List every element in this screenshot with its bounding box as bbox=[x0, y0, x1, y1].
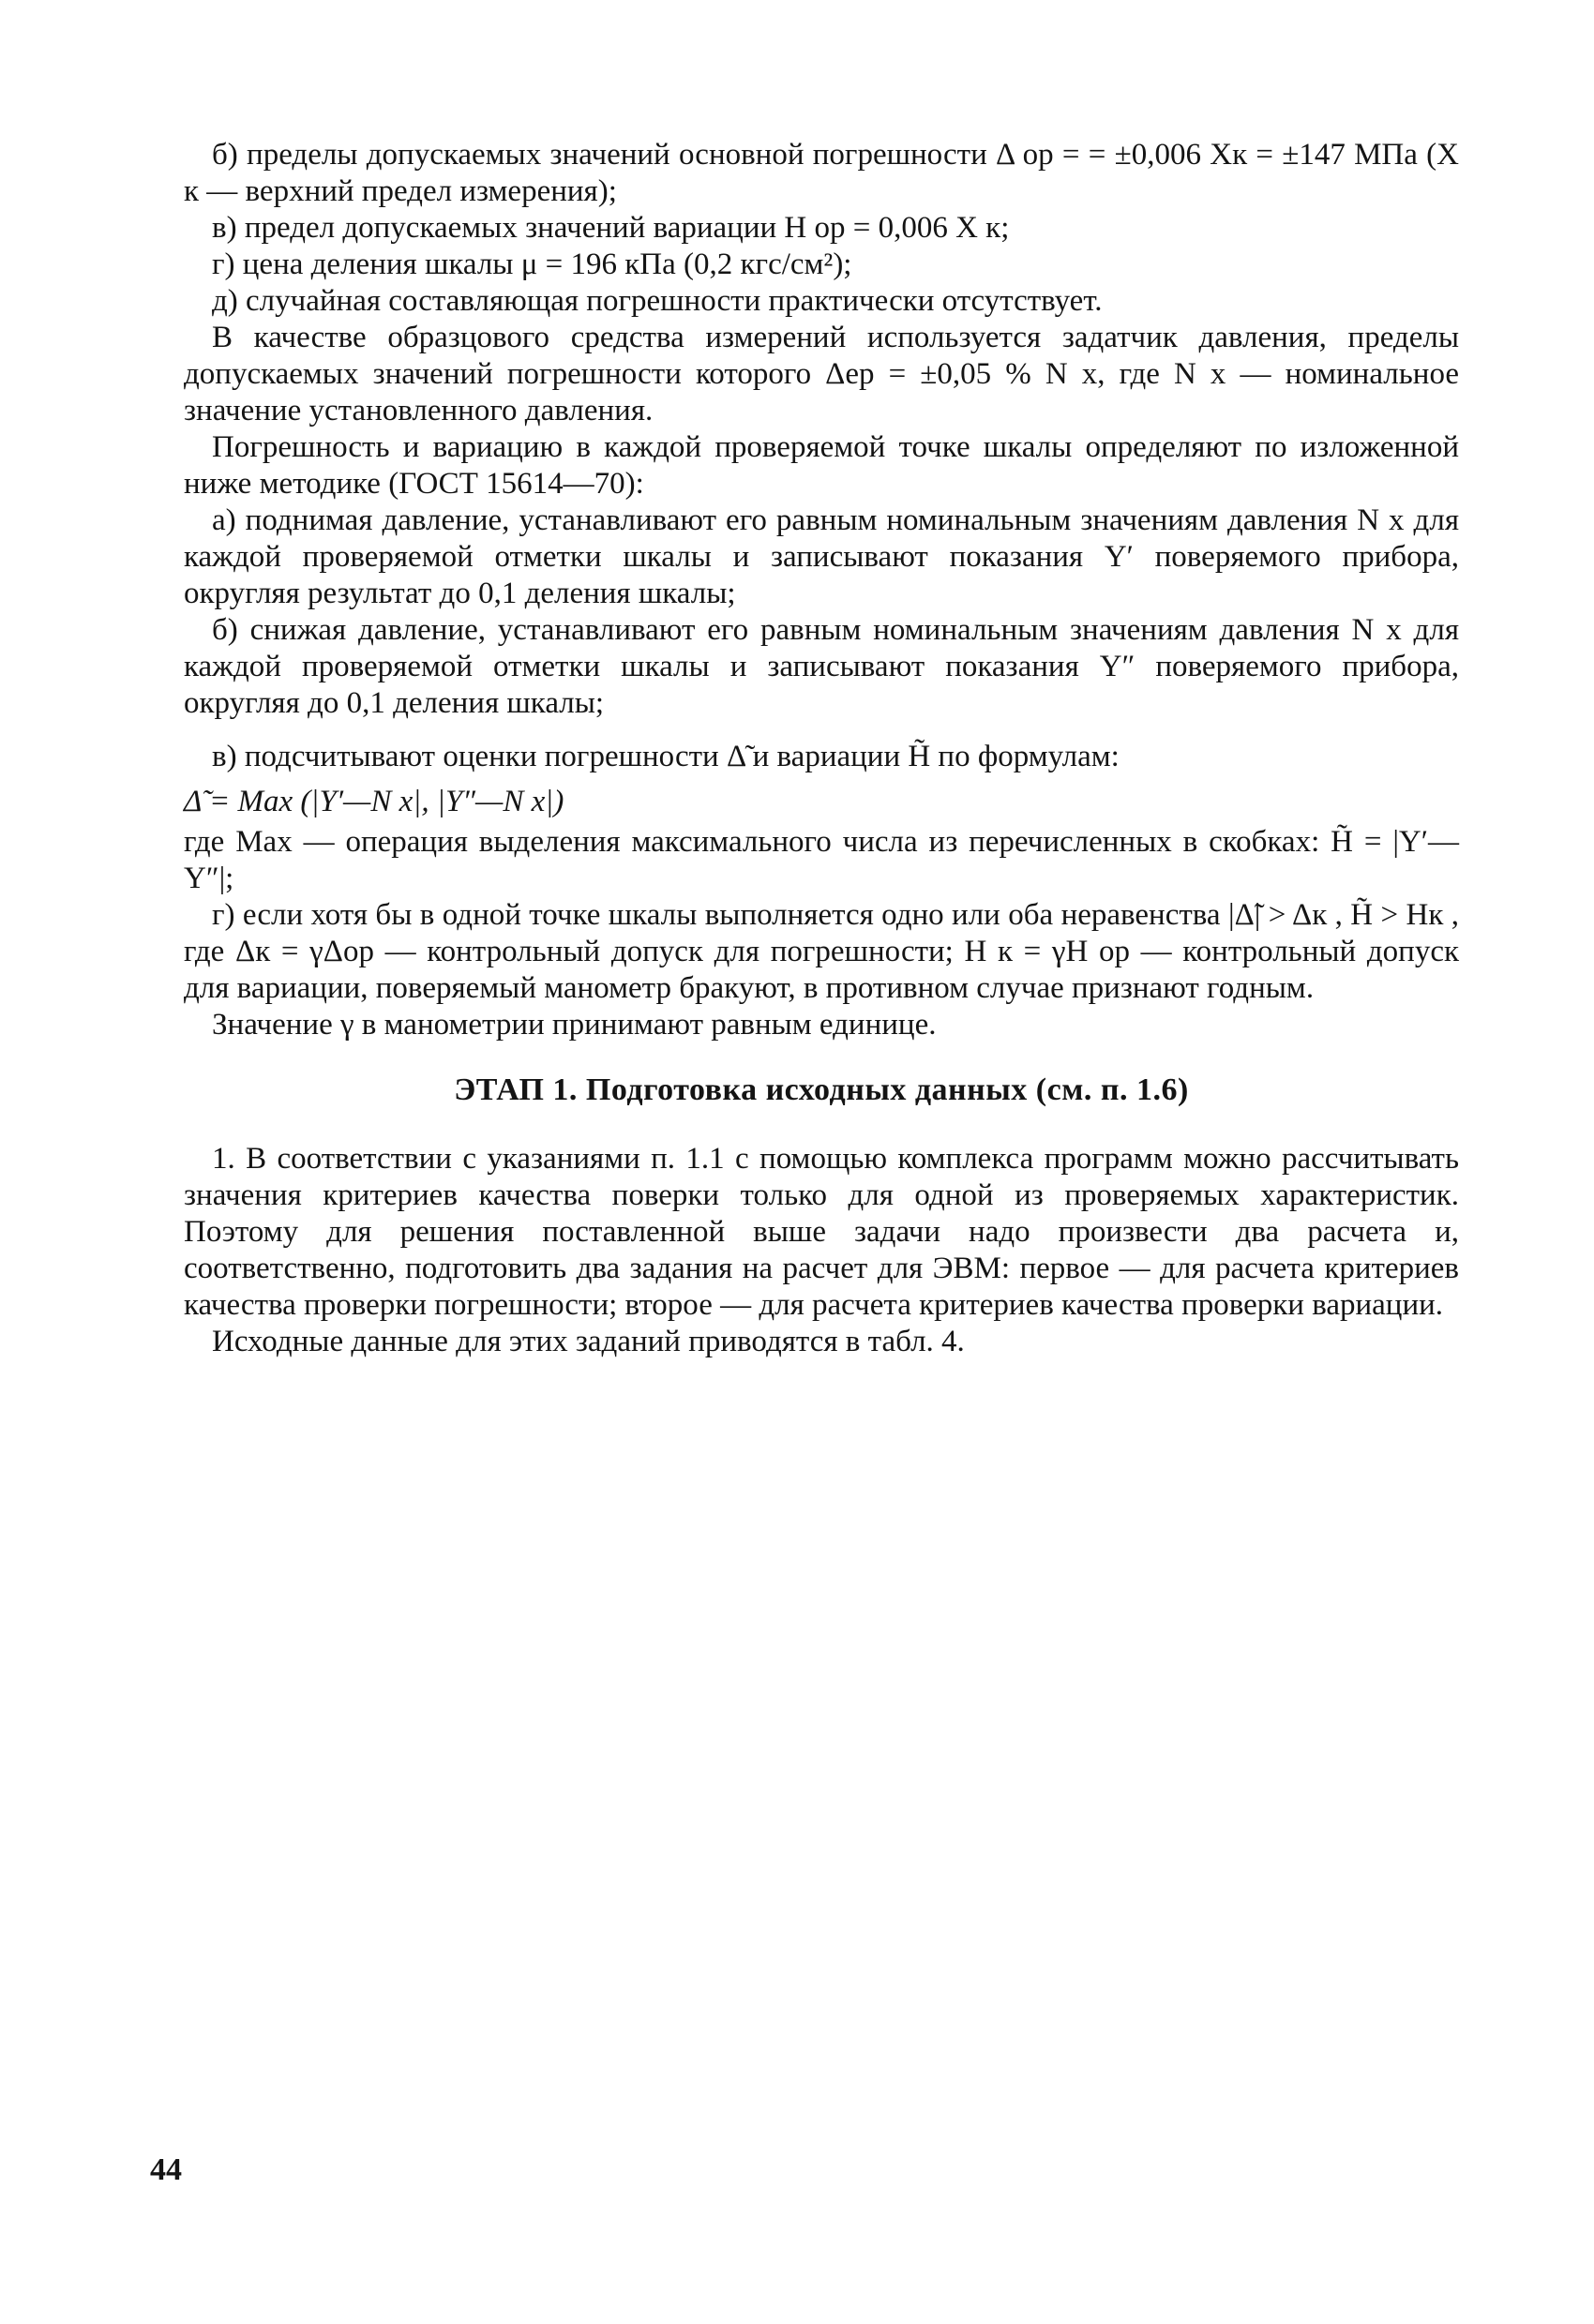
page-content bbox=[184, 137, 1459, 1360]
paragraph-v-variation-limit: в) предел допускаемых значений вариации H ор = 0,006 X к; bbox=[212, 211, 1010, 245]
paragraph-b-lowering-pressure: б) снижая давление, устанавливают его равным номинальным значениям давления N x для каждой проверяемой отметки шкалы и записывают показания Y″ поверяемого прибора, округляя до 0,1 деления шкалы; bbox=[184, 613, 1459, 720]
paragraph-stage1-source-data: Исходные данные для этих заданий приводятся в табл. 4. bbox=[212, 1325, 965, 1358]
paragraph-v-estimates: в) подсчитывают оценки погрешности Δ̃ и вариации H̃ по формулам: bbox=[212, 740, 1120, 773]
paragraph-a-raising-pressure: а) поднимая давление, устанавливают его равным номинальным значениям давления N x для каждой проверяемой отметки шкалы и записывают показания Y′ поверяемого прибора, округляя результат до 0,1 деления шкалы; bbox=[184, 503, 1459, 610]
section-heading: ЭТАП 1. Подготовка исходных данных (см. п. 1.6) bbox=[454, 1072, 1189, 1107]
paragraph-d-random-component: д) случайная составляющая погрешности практически отсутствует. bbox=[212, 284, 1103, 318]
paragraph-gamma-value: Значение γ в манометрии принимают равным единице. bbox=[212, 1008, 937, 1042]
paragraph-b-error-limits: б) пределы допускаемых значений основной погрешности Δ ор = = ±0,006 Xк = ±147 МПа (X к — верхний предел измерения); bbox=[184, 138, 1459, 208]
paragraph-reference-instrument: В качестве образцового средства измерений используется задатчик давления, пределы допускаемых значений погрешности которого Δер = ±0,05 % N x, где N x — номинальное значение установленного давления. bbox=[184, 321, 1459, 427]
page-number: 44 bbox=[150, 2152, 182, 2187]
paragraph-g-rejection-rule: г) если хотя бы в одной точке шкалы выполняется одно или оба неравенства |Δ̃| > Δк , H̃ > Hк , где Δк = γΔор — контрольный допуск для погрешности; H к = γH ор — контрольный допуск для вариации, поверяемый манометр бракуют, в противном случае признают годным. bbox=[184, 898, 1459, 1005]
paragraph-method-intro: Погрешность и вариацию в каждой проверяемой точке шкалы определяют по изложенной ниже методике (ГОСТ 15614—70): bbox=[184, 430, 1459, 501]
paragraph-g-scale-division: г) цена деления шкалы μ = 196 кПа (0,2 кгс/см²); bbox=[212, 247, 852, 281]
formula-error-estimate: Δ̃ = Max (|Y′—N x|, |Y″—N x|) bbox=[184, 785, 564, 818]
paragraph-stage1-point1: 1. В соответствии с указаниями п. 1.1 с помощью комплекса программ можно рассчитывать значения критериев качества поверки только для одной из проверяемых характеристик. Поэтому для решения поставленной выше задачи надо произвести два расчета и, соответственно, подготовить два задания на расчет для ЭВМ: первое — для расчета критериев качества проверки погрешности; второе — для расчета критериев качества проверки вариации. bbox=[184, 1142, 1459, 1322]
paragraph-max-definition: где Max — операция выделения максимального числа из перечисленных в скобках: H̃ = |Y′—Y″|; bbox=[184, 825, 1459, 895]
